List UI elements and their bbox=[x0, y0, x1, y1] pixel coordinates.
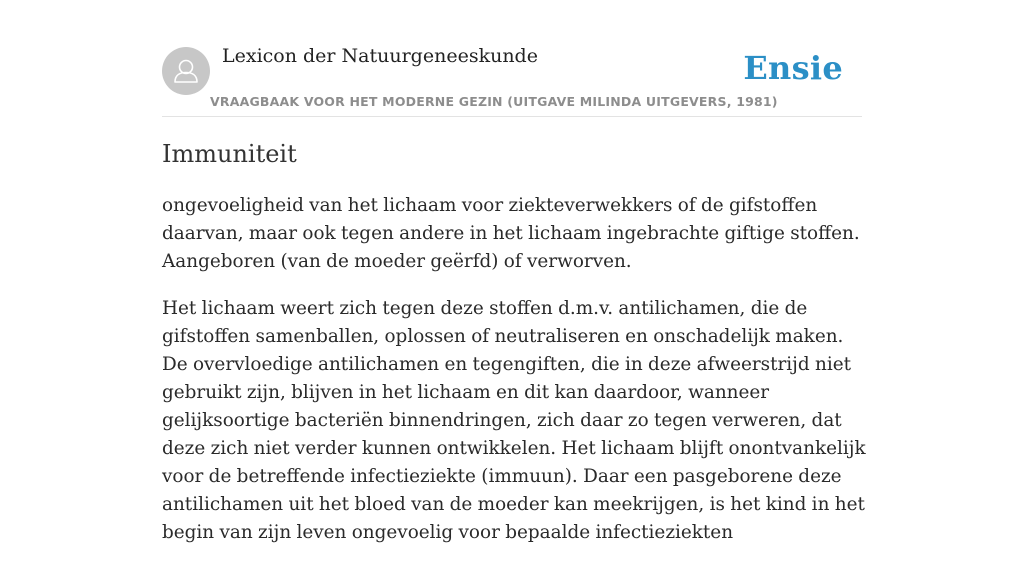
source-header bbox=[162, 0, 862, 117]
page-title: Immuniteit bbox=[162, 140, 297, 168]
source-title-link[interactable]: Lexicon der Natuurgeneeskunde bbox=[222, 45, 538, 67]
ensie-logo[interactable]: Ensie bbox=[743, 49, 843, 87]
user-silhouette-icon bbox=[162, 47, 210, 95]
source-subtitle: VRAAGBAAK VOOR HET MODERNE GEZIN (UITGAVE MILINDA UITGEVERS, 1981) bbox=[210, 94, 778, 109]
article-body bbox=[162, 192, 868, 566]
article-paragraph: Het lichaam weert zich tegen deze stoffen d.m.v. antilichamen, die de gifstoffen samenballen, oplossen of neutraliseren en onschadelijk maken. De overvloedige antilichamen en tegengiften, die in deze afweerstrijd niet gebruikt zijn, blijven in het lichaam en dit kan daardoor, wanneer gelijksoortige bacteriën binnendringen, zich daar zo tegen verweren, dat deze zich niet verder kunnen ontwikkelen. Het lichaam blijft onontvankelijk voor de betreffende infectieziekte (immuun). Daar een pasgeborene deze antilichamen uit het bloed van de moeder kan meekrijgen, is het kind in het begin van zijn leven ongevoelig voor bepaalde infectieziekten bbox=[162, 298, 866, 543]
article-paragraph: ongevoeligheid van het lichaam voor ziekteverwekkers of de gifstoffen daarvan, maar ook tegen andere in het lichaam ingebrachte giftige stoffen. Aangeboren (van de moeder geërfd) of verworven. bbox=[162, 195, 860, 272]
source-avatar[interactable] bbox=[162, 47, 210, 95]
article-container bbox=[162, 0, 866, 543]
